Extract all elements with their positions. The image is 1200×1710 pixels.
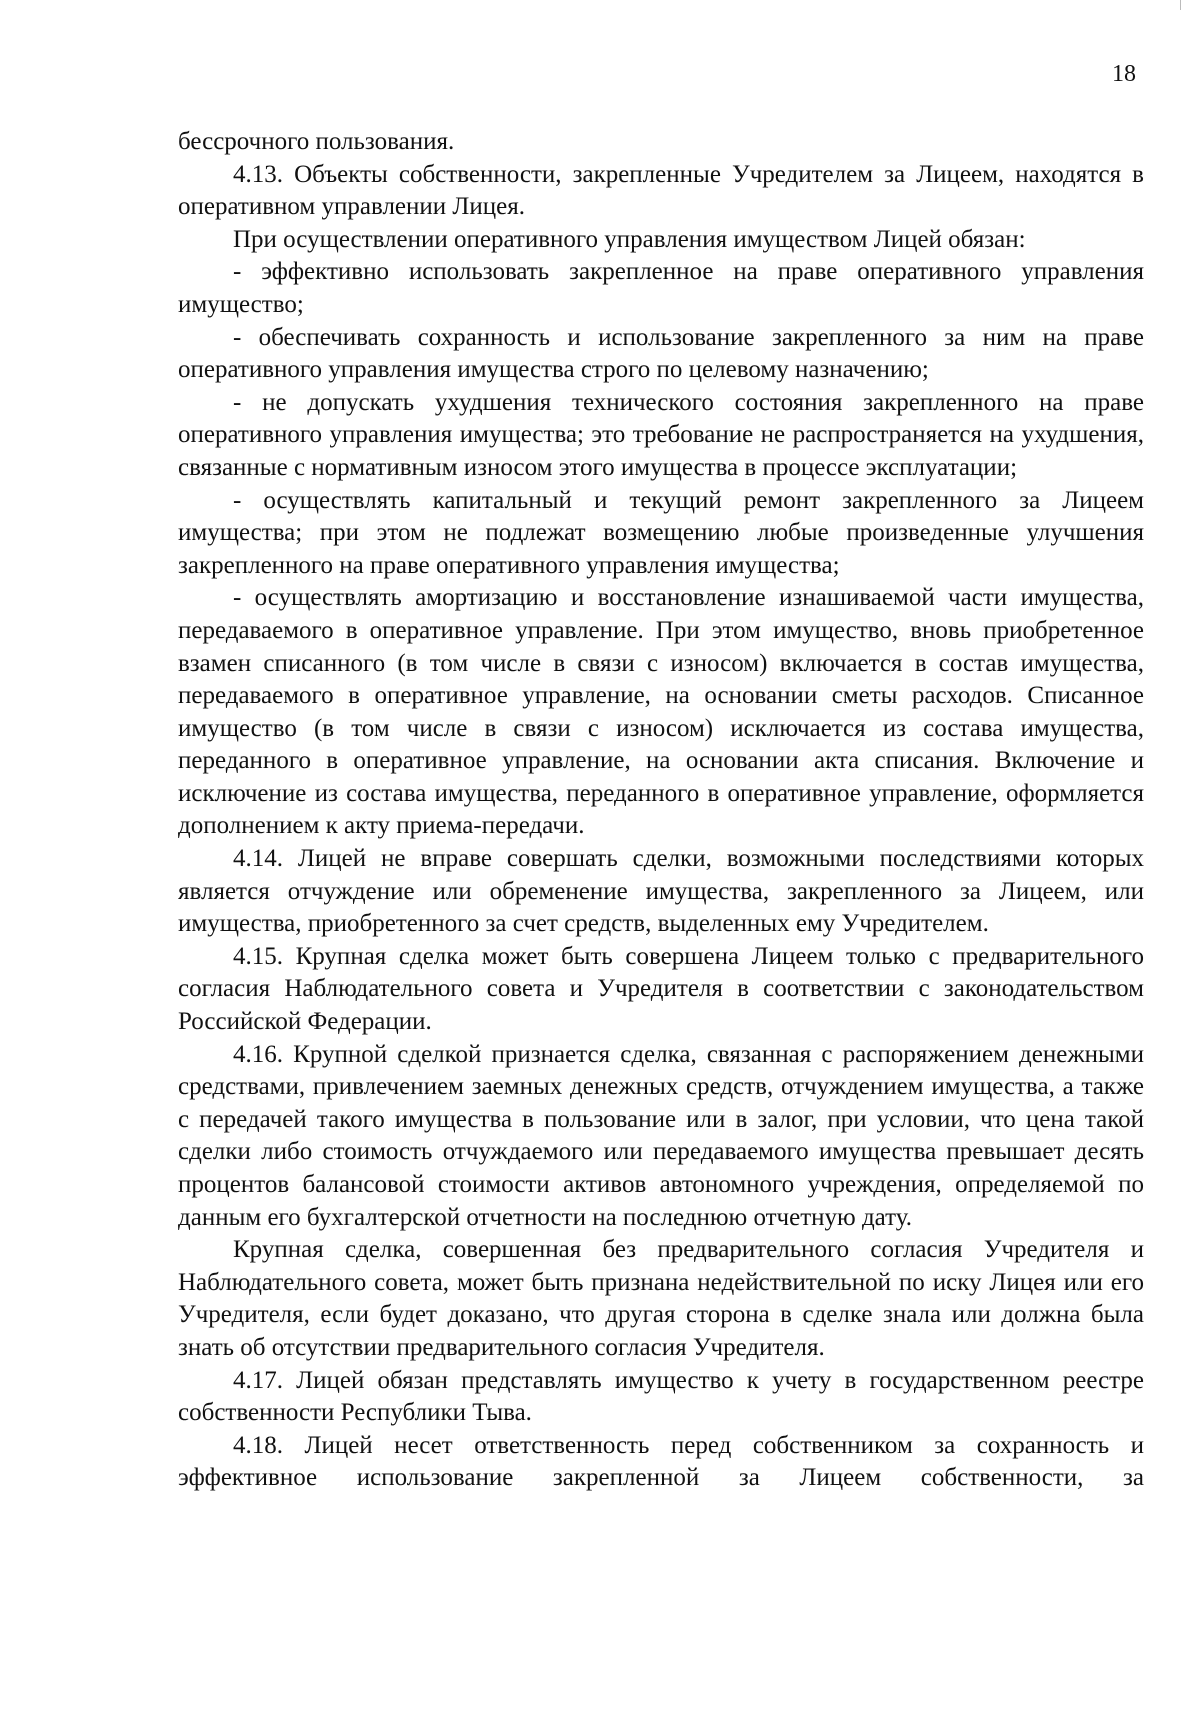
paragraph-continuation: бессрочного пользования.	[178, 128, 455, 155]
paragraph-obligations-intro: При осуществлении оперативного управления имуществом Лицей обязан:	[233, 225, 1026, 253]
paragraph-obligation-amortization: - осуществлять амортизацию и восстановление изнашиваемой части имущества, передаваемого в оперативное управление. При этом имущество, вновь приобретенное взамен списанного (в том числе в связи с износом) включается в состав имущества, передаваемого в оперативное управление, на основании сметы расходов. Списанное имущество (в том числе в связи с износом) исключается из состава имущества, переданного в оперативное управление, на основании акта списания. Включение и исключение из состава имущества, переданного в оперативное управление, оформляется дополнением к акту приема-передачи.	[178, 584, 1144, 840]
paragraph-4-13: 4.13. Объекты собственности, закрепленные Учредителем за Лицеем, находятся в оперативном управлении Лицея.	[178, 160, 1144, 221]
document-body	[178, 126, 1144, 1495]
scan-edge-mark	[1180, 0, 1181, 10]
paragraph-obligation-repair: - осуществлять капитальный и текущий ремонт закрепленного за Лицеем имущества; при этом не подлежат возмещению любые произведенные улучшения закрепленного на праве оперативного управления имущества;	[178, 486, 1144, 579]
page-number: 18	[1112, 61, 1136, 87]
paragraph-obligation-effective-use: - эффективно использовать закрепленное на праве оперативного управления имущество;	[178, 258, 1144, 318]
paragraph-4-16: 4.16. Крупной сделкой признается сделка, связанная с распоряжением денежными средствами, привлечением заемных денежных средств, отчуждением имущества, а также с передачей такого имущества в пользование или в залог, при условии, что цена такой сделки либо стоимость отчуждаемого или передаваемого имущества превышает десять процентов балансовой стоимости активов автономного учреждения, определяемой по данным его бухгалтерской отчетности на последнюю отчетную дату.	[178, 1040, 1144, 1231]
paragraph-4-14: 4.14. Лицей не вправе совершать сделки, возможными последствиями которых является отчуждение или обременение имущества, закрепленного за Лицеем, или имущества, приобретенного за счет средств, выделенных ему Учредителем.	[178, 845, 1144, 938]
paragraph-obligation-safekeeping: - обеспечивать сохранность и использование закрепленного за ним на праве оперативного управления имущества строго по целевому назначению;	[178, 323, 1144, 384]
paragraph-major-deal-invalidity: Крупная сделка, совершенная без предварительного согласия Учредителя и Наблюдательного совета, может быть признана недействительной по иску Лицея или его Учредителя, если будет доказано, что другая сторона в сделке знала или должна была знать об отсутствии предварительного согласия Учредителя.	[178, 1236, 1144, 1361]
paragraph-4-17: 4.17. Лицей обязан представлять имущество к учету в государственном реестре собственности Республики Тыва.	[178, 1366, 1144, 1427]
paragraph-4-18: 4.18. Лицей несет ответственность перед собственником за сохранность и эффективное использование закрепленной за Лицеем собственности, за	[178, 1431, 1144, 1492]
paragraph-4-15: 4.15. Крупная сделка может быть совершена Лицеем только с предварительного согласия Наблюдательного совета и Учредителя в соответствии с законодательством Российской Федерации.	[178, 942, 1144, 1036]
paragraph-obligation-no-deterioration: - не допускать ухудшения технического состояния закрепленного на праве оперативного управления имущества; это требование не распространяется на ухудшения, связанные с нормативным износом этого имущества в процессе эксплуатации;	[178, 388, 1144, 481]
